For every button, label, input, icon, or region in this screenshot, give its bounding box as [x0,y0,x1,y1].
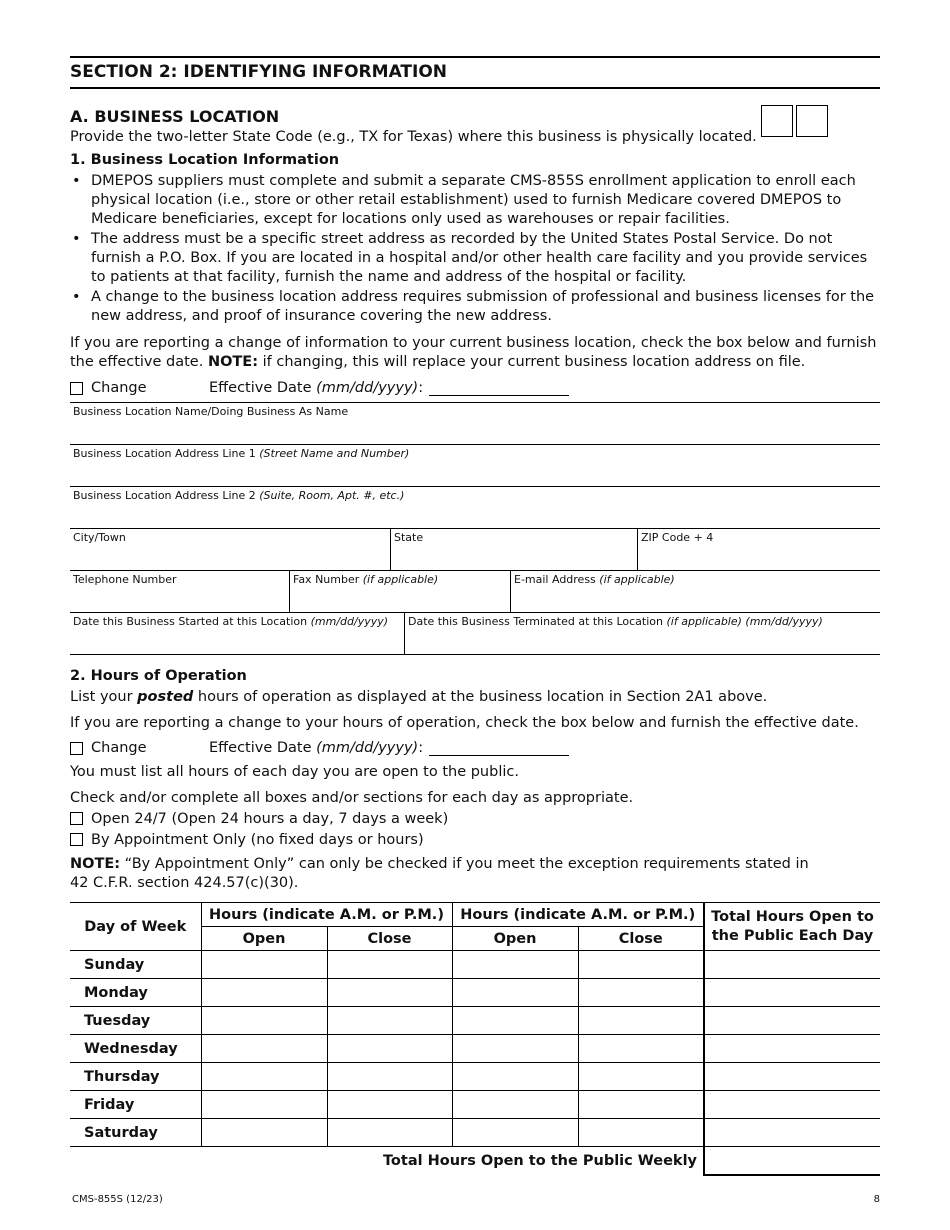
hours-cell-total[interactable] [704,951,880,979]
page-number: 8 [873,1194,880,1205]
hours-list-instruction: List your posted hours of operation as displayed at the business location in Section 2A1 above. [70,689,768,705]
location-change-text: If you are reporting a change of information to your current business location, check the box below and furnish the effective date. [70,335,877,370]
hours-cell-close-2[interactable] [578,979,704,1007]
hours-cell-total[interactable] [704,1007,880,1035]
business-location-bullets [70,172,880,326]
state-code-prompt: Provide the two-letter State Code (e.g., TX for Texas) where this business is physically located. [70,129,757,145]
state-code-boxes [761,105,828,137]
state-field[interactable]: State [390,529,637,570]
field-row-city [70,529,880,571]
date-terminated-field[interactable]: Date this Business Terminated at this Location (if applicable) (mm/dd/yyyy) [404,613,880,654]
field-row-addr2 [70,487,880,529]
hours-cell-open-2[interactable] [452,979,578,1007]
open-24-7-label: Open 24/7 (Open 24 hours a day, 7 days a week) [91,810,449,827]
date-started-field[interactable]: Date this Business Started at this Location (mm/dd/yyyy) [73,615,389,628]
telephone-field[interactable]: Telephone Number [73,573,177,586]
appointment-note: NOTE: “By Appointment Only” can only be checked if you meet the exception requirements stated in 42 C.F.R. section 424.57(c)(30). [70,856,809,891]
day-label: Friday [70,1091,201,1119]
hours-cell-open-2[interactable] [452,1063,578,1091]
field-row-contact [70,571,880,613]
hours-row-thursday [70,1063,880,1091]
state-code-box-1[interactable] [761,105,793,137]
address-line-1-field[interactable]: Business Location Address Line 1 (Street Name and Number) [73,447,410,460]
location-change-checkbox[interactable] [70,382,83,395]
hours-row-sunday [70,951,880,979]
hours-change-paragraph: If you are reporting a change to your hours of operation, check the box below and furnish the effective date. [70,715,859,731]
business-location-info-heading: 1. Business Location Information [70,152,340,168]
weekly-total-label: Total Hours Open to the Public Weekly [70,1147,704,1175]
business-name-field[interactable]: Business Location Name/Doing Business As Name [73,405,349,418]
business-location-heading: A. BUSINESS LOCATION [70,107,280,126]
hours-effective-date-label: Effective Date (mm/dd/yyyy): [209,740,424,756]
open-header: Open [201,927,327,951]
hours-cell-close-1[interactable] [327,1091,452,1119]
hours-cell-total[interactable] [704,1119,880,1147]
field-row-dates [70,613,880,655]
hours-cell-close-1[interactable] [327,1035,452,1063]
email-field[interactable]: E-mail Address (if applicable) [510,571,880,612]
hours-cell-close-2[interactable] [578,1119,704,1147]
hours-cell-open-2[interactable] [452,1091,578,1119]
fax-field[interactable]: Fax Number (if applicable) [289,571,510,612]
open-header: Open [452,927,578,951]
hours-effective-date-field[interactable] [429,741,569,756]
hours-cell-open-1[interactable] [201,1091,327,1119]
hours-cell-open-2[interactable] [452,1119,578,1147]
day-of-week-header: Day of Week [70,903,201,951]
city-field[interactable]: City/Town [73,531,126,544]
hours-row-tuesday [70,1007,880,1035]
hours-change-label: Change [91,740,147,756]
location-effective-date-label: Effective Date (mm/dd/yyyy): [209,380,424,396]
hours-cell-total[interactable] [704,1063,880,1091]
state-code-box-2[interactable] [796,105,828,137]
hours-cell-open-2[interactable] [452,951,578,979]
field-row-name [70,403,880,445]
bullet-item: • A change to the business location address requires submission of professional and business licenses for the new address, and proof of insurance covering the new address. [70,288,880,326]
hours-cell-open-1[interactable] [201,1035,327,1063]
appointment-only-checkbox[interactable] [70,833,83,846]
page-footer [72,1194,880,1205]
appointment-only-label: By Appointment Only (no fixed days or hours) [91,831,424,848]
hours-heading: 2. Hours of Operation [70,668,247,684]
location-change-paragraph [70,334,880,372]
day-rows [70,951,880,1147]
day-label: Wednesday [70,1035,201,1063]
form-page [70,56,880,1176]
close-header: Close [578,927,704,951]
hours-cell-close-2[interactable] [578,1035,704,1063]
hours-cell-close-2[interactable] [578,1007,704,1035]
hours-row-monday [70,979,880,1007]
close-header: Close [327,927,452,951]
hours-cell-close-1[interactable] [327,979,452,1007]
hours-cell-total[interactable] [704,1035,880,1063]
hours-row-saturday [70,1119,880,1147]
day-label: Sunday [70,951,201,979]
hours-row-friday [70,1091,880,1119]
location-change-note: if changing, this will replace your current business location address on file. [258,354,806,370]
must-list-text: You must list all hours of each day you are open to the public. [70,764,519,780]
total-hours-daily-header: Total Hours Open to the Public Each Day [704,903,880,951]
location-change-label: Change [91,380,147,396]
hours-cell-total[interactable] [704,979,880,1007]
day-label: Thursday [70,1063,201,1091]
hours-cell-open-2[interactable] [452,1007,578,1035]
hours-cell-open-1[interactable] [201,951,327,979]
note-label: NOTE: [207,354,259,370]
hours-cell-close-2[interactable] [578,951,704,979]
day-label: Tuesday [70,1007,201,1035]
hours-cell-open-1[interactable] [201,1119,327,1147]
open-24-7-row [70,808,880,829]
hours-cell-close-1[interactable] [327,1119,452,1147]
section-title: SECTION 2: IDENTIFYING INFORMATION [70,56,880,89]
hours-cell-total[interactable] [704,1091,880,1119]
open-24-7-checkbox[interactable] [70,812,83,825]
day-label: Monday [70,979,201,1007]
hours-cell-close-2[interactable] [578,1063,704,1091]
hours-cell-close-1[interactable] [327,1063,452,1091]
state-code-row [70,128,880,147]
field-row-addr1 [70,445,880,487]
location-change-row [70,378,880,398]
appointment-only-row [70,829,880,850]
hours-cell-close-1[interactable] [327,951,452,979]
hours-change-checkbox[interactable] [70,742,83,755]
hours-row-wednesday [70,1035,880,1063]
hours-cell-close-1[interactable] [327,1007,452,1035]
bullet-item: • DMEPOS suppliers must complete and submit a separate CMS-855S enrollment application to enroll each physical location (i.e., store or other retail establishment) used to furnish Medicare covered DMEPOS to Medicare beneficiaries, except for locations only used as warehouses or repair facilities. [70,172,880,229]
hours-cell-close-2[interactable] [578,1091,704,1119]
day-label: Saturday [70,1119,201,1147]
hours-table [70,902,880,1176]
weekly-total-cell[interactable] [704,1147,880,1175]
business-location-fields [70,402,880,655]
hours-change-row [70,738,880,758]
hours-header-1: Hours (indicate A.M. or P.M.) [201,903,452,927]
address-line-2-field[interactable]: Business Location Address Line 2 (Suite, Room, Apt. #, etc.) [73,489,405,502]
check-all-text: Check and/or complete all boxes and/or sections for each day as appropriate. [70,790,634,806]
hours-cell-open-2[interactable] [452,1035,578,1063]
location-effective-date-field[interactable] [429,381,569,396]
hours-cell-open-1[interactable] [201,1063,327,1091]
bullet-item: • The address must be a specific street address as recorded by the United States Postal Service. Do not furnish a P.O. Box. If you are located in a hospital and/or other health care facility and you provide services to patients at that facility, furnish the name and address of the hospital or facility. [70,230,880,287]
hours-cell-open-1[interactable] [201,1007,327,1035]
zip-field[interactable]: ZIP Code + 4 [637,529,880,570]
form-id: CMS-855S (12/23) [72,1194,163,1205]
hours-cell-open-1[interactable] [201,979,327,1007]
hours-header-2: Hours (indicate A.M. or P.M.) [452,903,704,927]
